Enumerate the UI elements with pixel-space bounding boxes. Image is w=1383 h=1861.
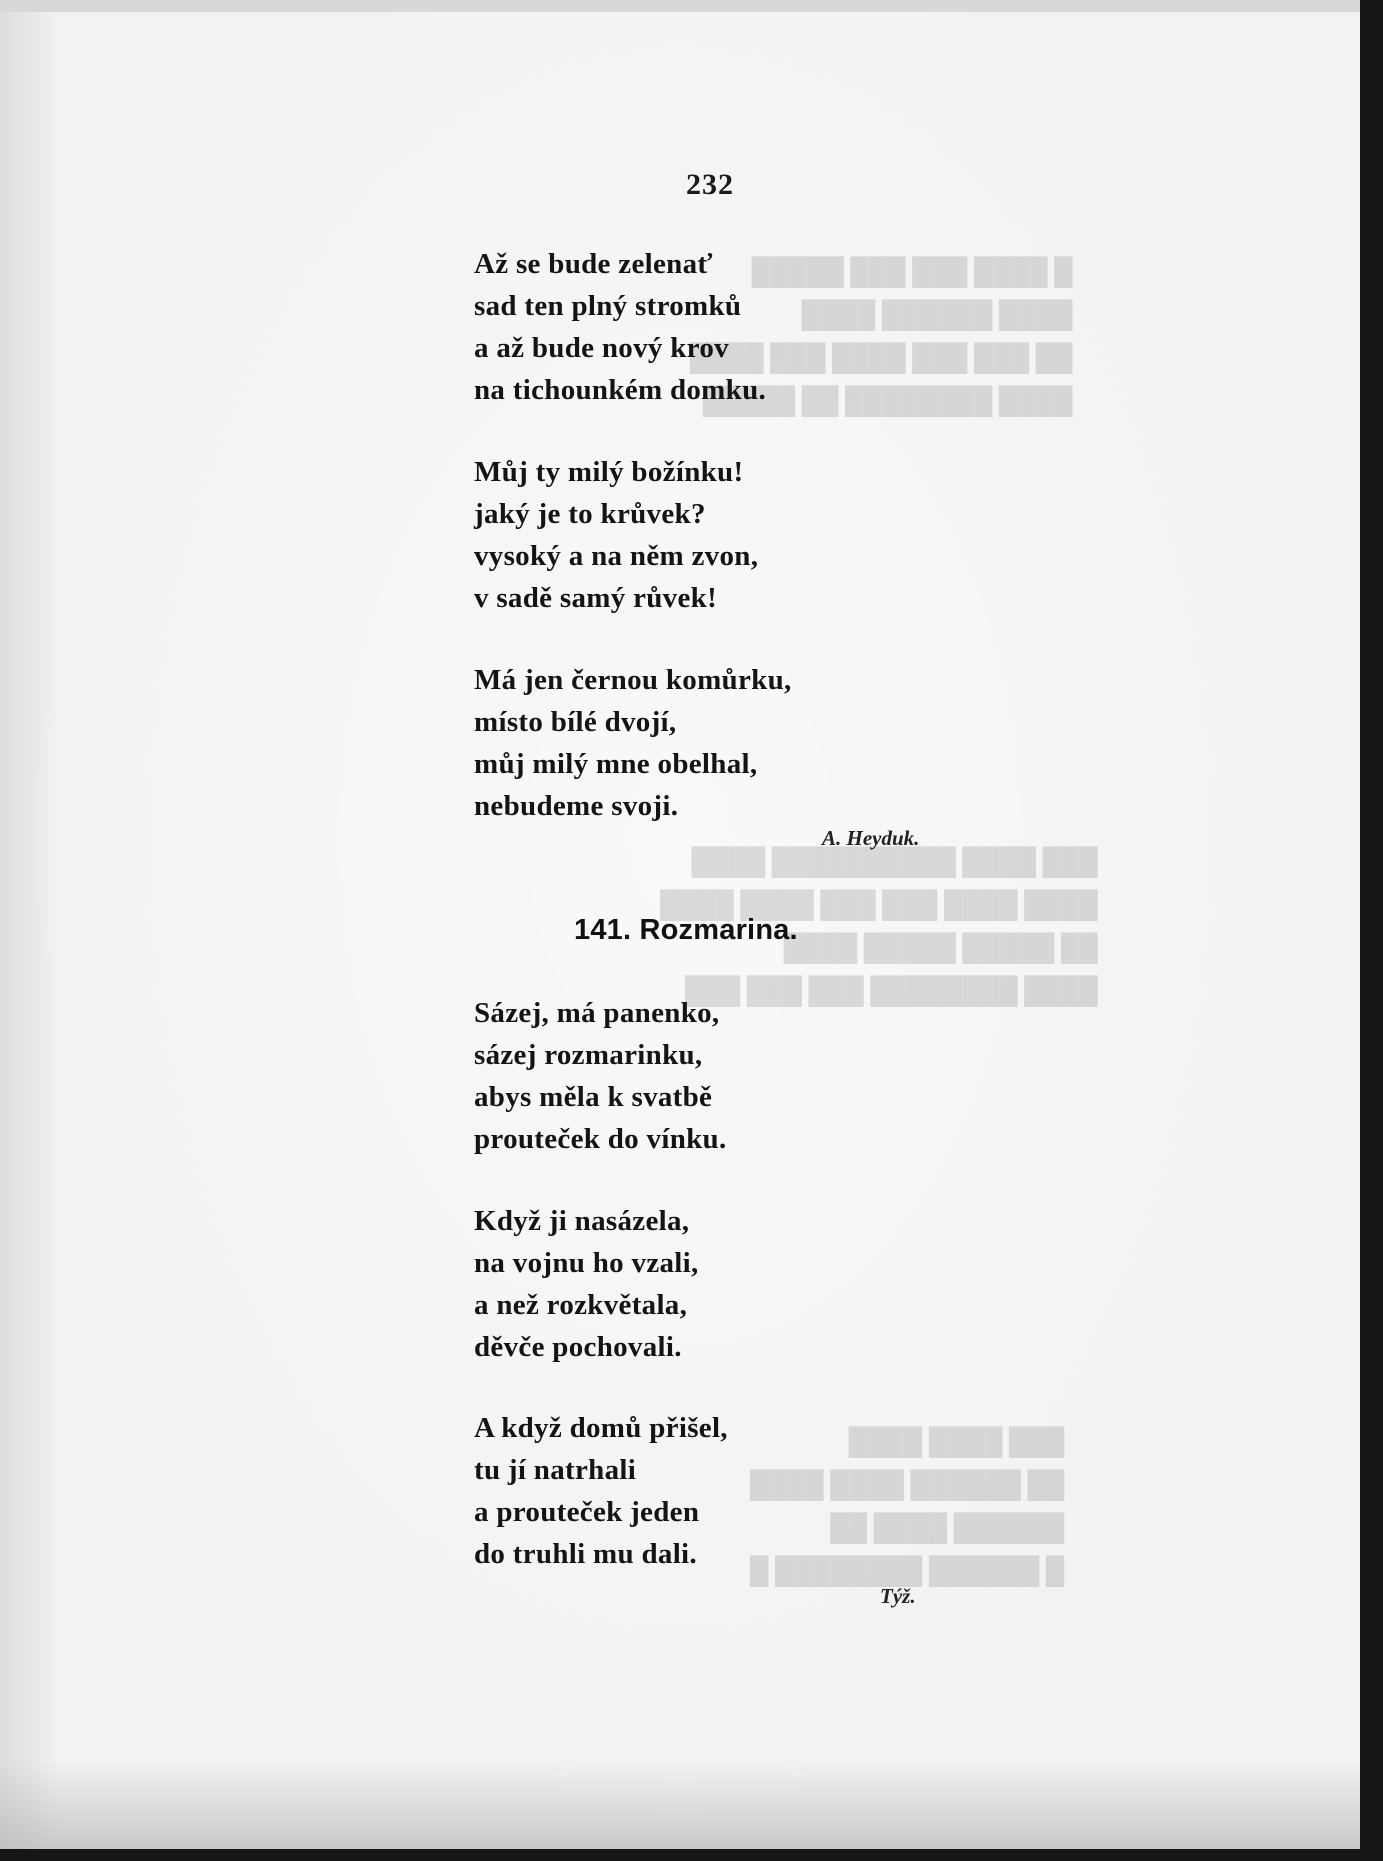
book-page	[0, 10, 1360, 1850]
poem1-stanza-2	[474, 451, 758, 619]
scan-right-edge	[1360, 0, 1383, 1861]
poem1-stanza-3	[474, 659, 792, 827]
verse-line: místo bílé dvojí,	[474, 706, 677, 738]
verse-line: a až bude nový krov	[474, 332, 729, 364]
verse-line: do truhli mu dali.	[474, 1538, 697, 1570]
verse-line: na tichounkém domku.	[474, 374, 767, 406]
verse-line: děvče pochovali.	[474, 1331, 682, 1363]
verse-line: a prouteček jeden	[474, 1496, 700, 1528]
verse-line: jaký je to krůvek?	[474, 498, 706, 530]
poem2-stanza-3	[474, 1407, 728, 1575]
poem2-stanza-1	[474, 992, 727, 1160]
verse-line: abys měla k svatbě	[474, 1081, 713, 1113]
verse-line: sázej rozmarinku,	[474, 1039, 703, 1071]
verse-line: Až se bude zelenať	[474, 248, 713, 280]
verse-line: A když domů přišel,	[474, 1412, 728, 1444]
verse-line: na vojnu ho vzali,	[474, 1247, 699, 1279]
verse-line: Když ji nasázela,	[474, 1205, 690, 1237]
poem1-author: A. Heyduk.	[822, 826, 920, 850]
verse-line: můj milý mne obelhal,	[474, 748, 758, 780]
verse-line: a než rozkvětala,	[474, 1289, 688, 1321]
page-number: 232	[686, 168, 734, 201]
verse-line: sad ten plný stromků	[474, 290, 742, 322]
verse-line: nebudeme svoji.	[474, 790, 679, 822]
poem1-stanza-1	[474, 243, 766, 411]
show-through-texture-3: ███ ████ ████ ██ ██████ ████ ████ ██████ ████ ██ █ ██████ ████████ █	[750, 1427, 1065, 1585]
scan-bottom-edge	[0, 1849, 1383, 1861]
verse-line: Má jen černou komůrku,	[474, 664, 792, 696]
show-through-texture-2: ███ ████ ██████████ ████ ████ ████ ███ ███ ████ ████ ██ █████ █████ ████ ████ ████████ ███ ███ ███	[660, 847, 1098, 1005]
scan-top-edge	[0, 0, 1383, 12]
verse-line: prouteček do vínku.	[474, 1123, 727, 1155]
show-through-texture: █ ████ ███ ███ █████ ████ ██████ ████ ██ ███ ███ ████ ███ ████ ████ ████████ ██ █████	[690, 257, 1073, 415]
verse-line: Můj ty milý božínku!	[474, 456, 744, 488]
verse-line: tu jí natrhali	[474, 1454, 637, 1486]
verse-line: v sadě samý růvek!	[474, 582, 718, 614]
verse-line: Sázej, má panenko,	[474, 997, 720, 1029]
poem2-stanza-2	[474, 1200, 699, 1368]
verse-line: vysoký a na něm zvon,	[474, 540, 759, 572]
poem2-author: Týž.	[880, 1584, 916, 1608]
poem-title: 141. Rozmarina.	[574, 914, 798, 946]
